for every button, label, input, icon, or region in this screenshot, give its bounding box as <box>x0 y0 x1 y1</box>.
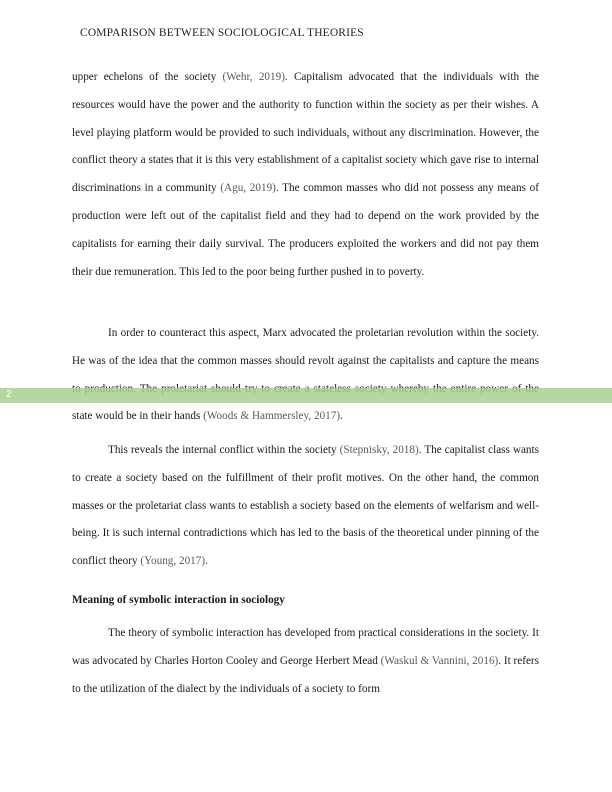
body-paragraph-1 <box>72 64 539 286</box>
citation: (Wehr, 2019) <box>222 71 285 83</box>
paragraph-text: . The common masses who did not possess any means of production were left out of the capitalist field and they had to depend on the work provided by the capitalists for earning their daily survival. The producers exploited the workers and did not pay them their due remuneration. This led to the poor being further pushed in to poverty. <box>72 182 539 278</box>
citation: (Agu, 2019) <box>220 182 276 195</box>
running-header: COMPARISON BETWEEN SOCIOLOGICAL THEORIES <box>80 27 364 39</box>
paragraph-text: upper echelons of the society <box>72 71 223 83</box>
paragraph-text: . The capitalist class wants to create a society based on the fulfillment of their profit motives. On the other hand, the common masses or the proletariat class wants to establish a society based on the elements of welfarism and well-being. It is such internal contradictions which has led to the basis of the theoretical under pinning of the conflict theory <box>72 444 539 568</box>
page-number: 2 <box>6 389 12 400</box>
body-paragraph-2 <box>72 320 539 431</box>
section-heading: Meaning of symbolic interaction in sociology <box>72 594 285 606</box>
paragraph-text: In order to counteract this aspect, Marx advocated the proletarian revolution within the society. He was of the idea that the common masses should revolt against the capitalists and capture the means state would be in their hands <box>72 327 539 423</box>
paragraph-text: . <box>340 410 343 423</box>
paragraph-text: This reveals the internal conflict within the society <box>108 444 340 456</box>
citation: (Waskul & Vannini, 2016) <box>380 654 499 667</box>
paragraph-text: . Capitalism advocated that the individuals with the resources would have the power and the authority to function within the society as per their wishes. A level playing platform would be provided to such individuals, without any discrimination. However, the conflict theory a states that it is this very establishment of a capitalist society which gave rise to internal discriminations in a community <box>72 71 540 195</box>
citation: (Stepnisky, 2018) <box>339 444 419 456</box>
paragraph-text: . <box>205 555 208 568</box>
citation: (Young, 2017) <box>140 555 206 568</box>
body-paragraph-3 <box>72 437 539 576</box>
paragraph-text: . It refers to the utilization of the dialect by the individuals of a society to form <box>72 654 539 695</box>
body-paragraph-4 <box>72 620 539 703</box>
page-break-band <box>0 388 612 403</box>
citation: (Woods & Hammersley, 2017) <box>203 410 341 423</box>
paragraph-text: The theory of symbolic interaction has developed from practical considerations in the society. It was advocated by Charles Horton Cooley and George Herbert Mead <box>72 627 539 667</box>
